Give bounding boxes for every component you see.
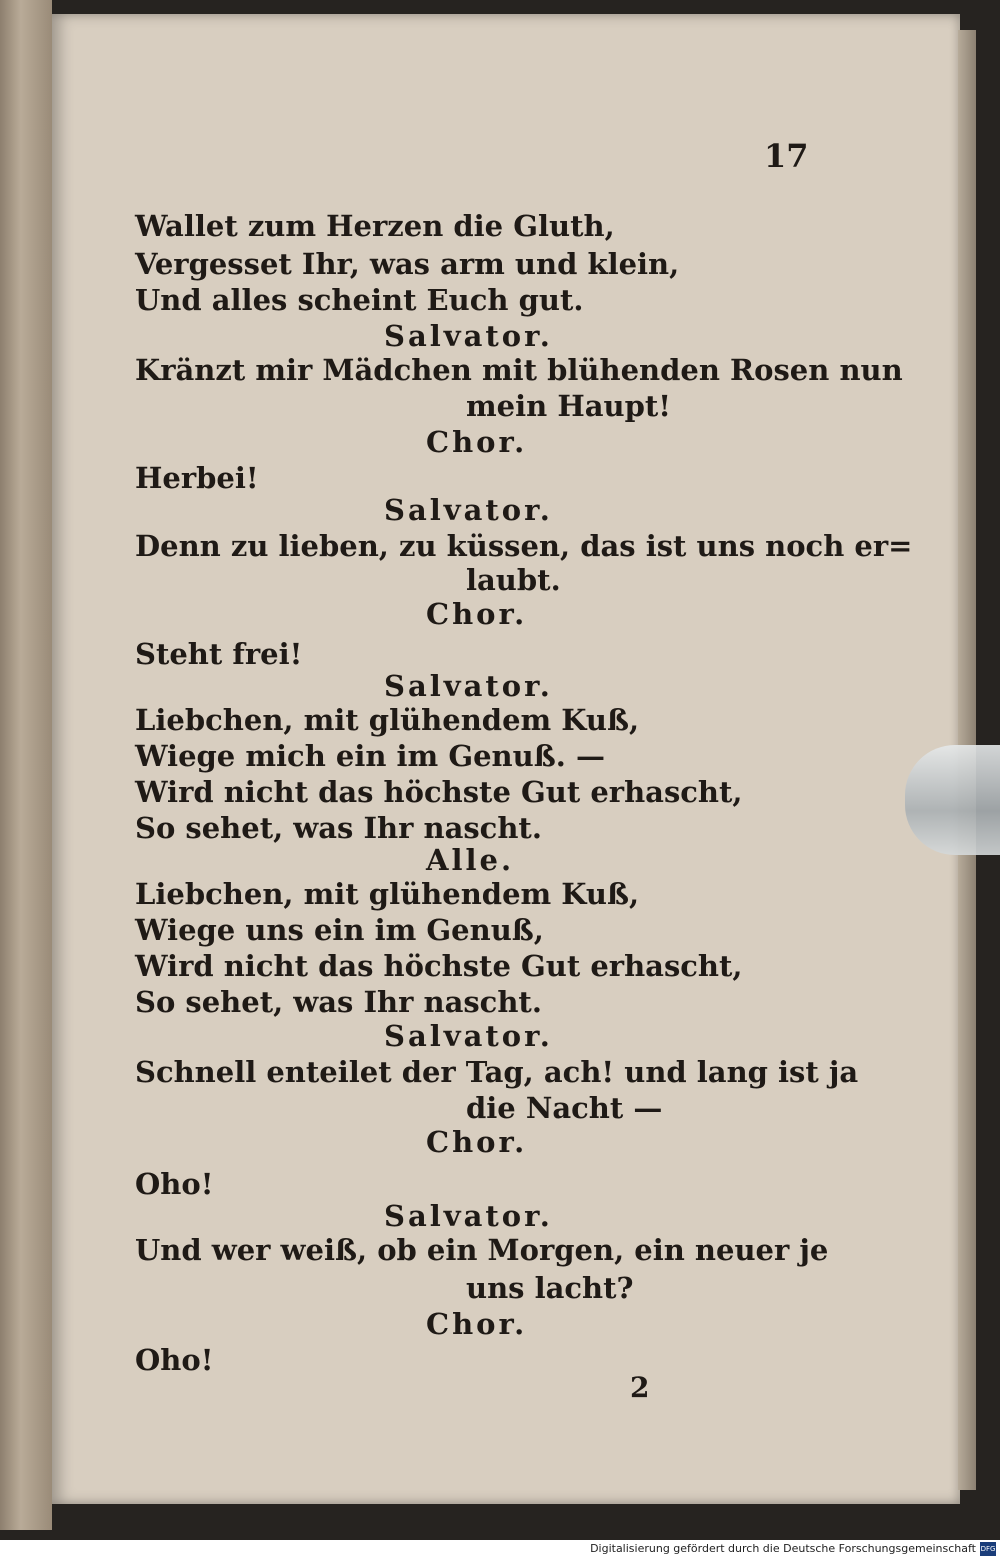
text-line: laubt.	[466, 563, 561, 597]
text-line: Kränzt mir Mädchen mit blühenden Rosen nun	[135, 353, 903, 387]
text-line: Oho!	[135, 1167, 214, 1201]
text-line: Und wer weiß, ob ein Morgen, ein neuer je	[135, 1233, 829, 1267]
text-line: Wiege uns ein im Genuß,	[135, 913, 544, 947]
speaker-heading: Salvator.	[384, 1019, 553, 1053]
speaker-heading: Salvator.	[384, 319, 553, 353]
speaker-heading: Salvator.	[384, 1199, 553, 1233]
text-line: Herbei!	[135, 461, 259, 495]
text-line: Wird nicht das höchste Gut erhascht,	[135, 775, 743, 809]
page-clip	[905, 745, 1000, 855]
speaker-heading: Chor.	[426, 597, 528, 631]
text-line: So sehet, was Ihr nascht.	[135, 985, 542, 1019]
text-line: Denn zu lieben, zu küssen, das ist uns noch er=	[135, 529, 913, 563]
text-line: Wiege mich ein im Genuß. —	[135, 739, 605, 773]
text-line: Liebchen, mit glühendem Kuß,	[135, 703, 640, 737]
text-line: mein Haupt!	[466, 389, 672, 423]
text-line: Und alles scheint Euch gut.	[135, 283, 584, 317]
speaker-heading: Alle.	[426, 843, 515, 877]
page-number: 17	[764, 137, 809, 175]
text-line: Wird nicht das höchste Gut erhascht,	[135, 949, 743, 983]
text-line: Steht frei!	[135, 637, 303, 671]
left-page-edge	[0, 0, 52, 1530]
text-line: uns lacht?	[466, 1271, 634, 1305]
speaker-heading: Salvator.	[384, 669, 553, 703]
dfg-logo: DFG	[980, 1542, 996, 1556]
text-line: Liebchen, mit glühendem Kuß,	[135, 877, 640, 911]
speaker-heading: Chor.	[426, 1307, 528, 1341]
text-line: die Nacht —	[466, 1091, 663, 1125]
speaker-heading: Salvator.	[384, 493, 553, 527]
speaker-heading: Chor.	[426, 425, 528, 459]
text-line: Oho!	[135, 1343, 214, 1377]
text-line: Vergesset Ihr, was arm und klein,	[135, 247, 680, 281]
text-line: Wallet zum Herzen die Gluth,	[135, 209, 615, 243]
speaker-heading: Chor.	[426, 1125, 528, 1159]
text-line: So sehet, was Ihr nascht.	[135, 811, 542, 845]
signature-mark: 2	[630, 1371, 650, 1404]
footer-credit: Digitalisierung gefördert durch die Deutsche Forschungsgemeinschaft	[590, 1542, 976, 1555]
text-line: Schnell enteilet der Tag, ach! und lang ist ja	[135, 1055, 859, 1089]
